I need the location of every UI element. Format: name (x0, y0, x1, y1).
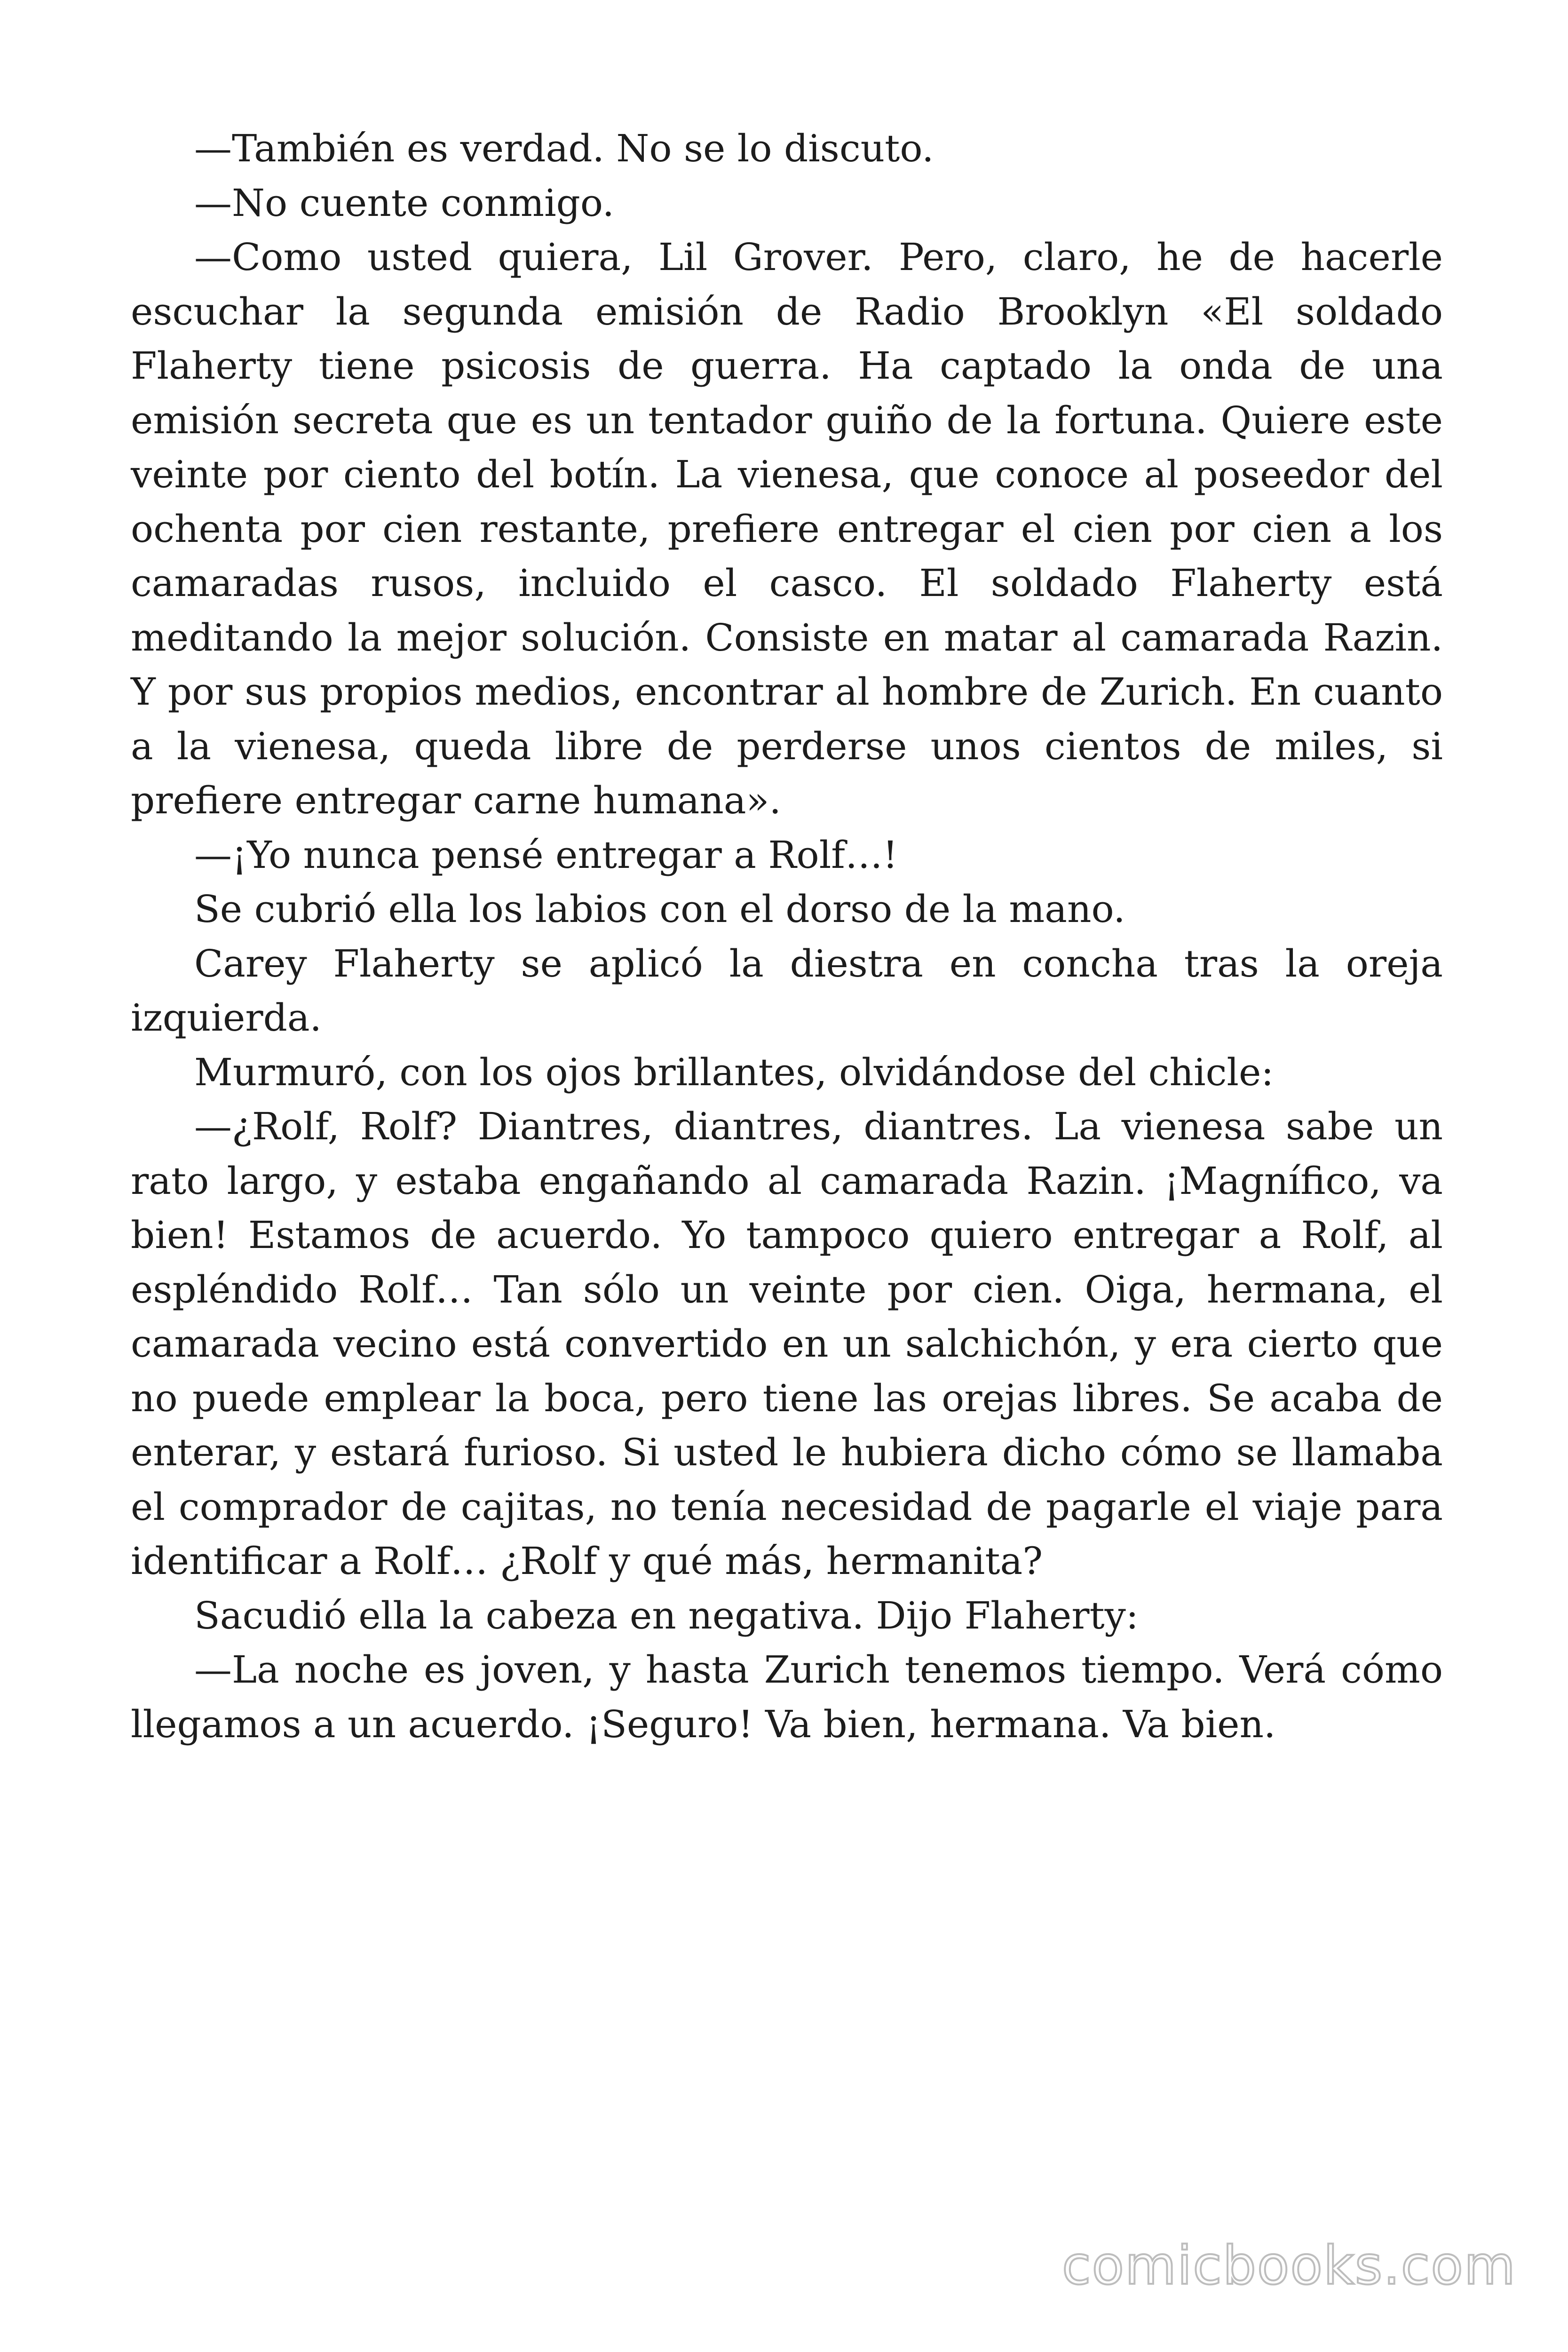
paragraph-6: Carey Flaherty se aplicó la diestra en concha tras la oreja izquierda. (131, 941, 1443, 1040)
paragraph-2: —No cuente conmigo. (194, 181, 615, 225)
paragraph-5: Se cubrió ella los labios con el dorso de la mano. (194, 887, 1125, 931)
body-text (131, 121, 1443, 1751)
watermark: comicbooks.com (1061, 2235, 1516, 2296)
paragraph-1: —También es verdad. No se lo discuto. (194, 127, 934, 170)
paragraph-10: —La noche es joven, y hasta Zurich tenemos tiempo. Verá cómo llegamos a un acuerdo. ¡Seguro! Va bien, hermana. Va bien. (131, 1648, 1443, 1746)
paragraph-9: Sacudió ella la cabeza en negativa. Dijo Flaherty: (194, 1593, 1139, 1637)
paragraph-3: —Como usted quiera, Lil Grover. Pero, claro, he de hacerle escuchar la segunda emisión de Radio Brooklyn «El soldado Flaherty tiene psicosis de guerra. Ha captado la onda de una emisión secreta que es un tentador guiño de la fortuna. Quiere este veinte por ciento del botín. La vienesa, que conoce al poseedor del ochenta por cien restante, prefiere entregar el cien por cien a los camaradas rusos, incluido el casco. El soldado Flaherty está meditando la mejor solución. Consiste en matar al camarada Razin. Y por sus propios medios, encontrar al hombre de Zurich. En cuanto a la vienesa, queda libre de perderse unos cientos de miles, si prefiere entregar carne humana». (131, 235, 1443, 822)
paragraph-8: —¿Rolf, Rolf? Diantres, diantres, diantres. La vienesa sabe un rato largo, y estaba engañando al camarada Razin. ¡Magnífico, va bien! Estamos de acuerdo. Yo tampoco quiero entregar a Rolf, al espléndido Rolf… Tan sólo un veinte por cien. Oiga, hermana, el camarada vecino está convertido en un salchichón, y era cierto que no puede emplear la boca, pero tiene las orejas libres. Se acaba de enterar, y estará furioso. Si usted le hubiera dicho cómo se llamaba el comprador de cajitas, no tenía necesidad de pagarle el viaje para identificar a Rolf… ¿Rolf y qué más, hermanita? (131, 1104, 1443, 1583)
paragraph-4: —¡Yo nunca pensé entregar a Rolf…! (194, 833, 898, 877)
paragraph-7: Murmuró, con los ojos brillantes, olvidándose del chicle: (194, 1050, 1274, 1094)
